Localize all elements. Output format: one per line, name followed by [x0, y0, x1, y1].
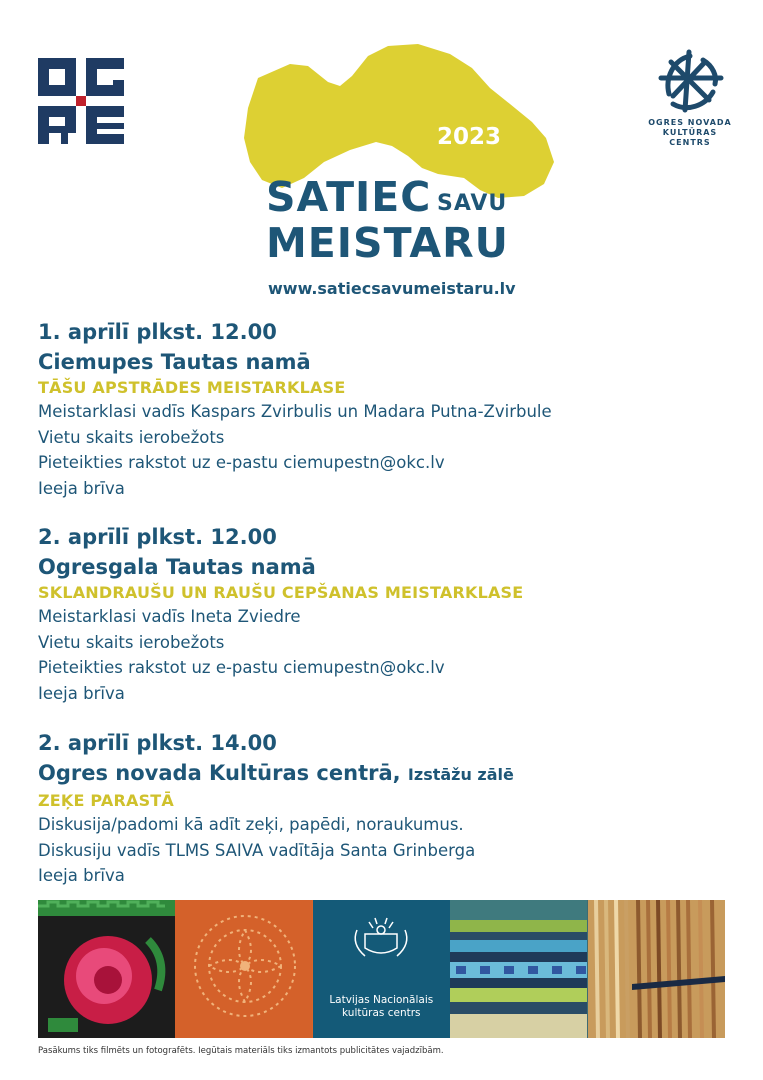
event-detail: Meistarklasi vadīs Ineta Zviedre [38, 607, 301, 626]
event-2 [38, 522, 738, 706]
embroidery-rose-image [38, 900, 175, 1038]
event-venue [38, 347, 738, 377]
okc-logo-line2: KULTŪRAS CENTRS [662, 128, 718, 147]
coat-of-arms-icon [313, 900, 450, 970]
compass-rose-icon [643, 48, 737, 114]
event-detail: Pieteikties rakstot uz e-pastu ciemupestn@okc.lv [38, 453, 445, 473]
event-venue-sub: Izstāžu zālē [407, 765, 514, 784]
footer-note: Pasākums tiks filmēts un fotografēts. Iegūtais materiāls tiks izmantots publicitātes vajadzībām. [38, 1046, 444, 1056]
lnkc-name-line2: kultūras centrs [342, 1007, 421, 1019]
event-venue [38, 552, 738, 582]
event-detail: Diskusija/padomi kā adīt zeķi, papēdi, noraukumus. [38, 815, 464, 834]
event-detail: Diskusiju vadīs TLMS SAIVA vadītāja Santa Grinberga [38, 840, 476, 860]
okc-logo [643, 48, 737, 147]
event-detail: Meistarklasi vadīs Kaspars Zvirbulis un Madara Putna-Zvirbule [38, 402, 552, 421]
okc-logo-line1: OGRES NOVADA [648, 118, 732, 127]
woven-textile-image [450, 900, 587, 1038]
event-category: TĀŠU APSTRĀDES MEISTARKLASE [38, 378, 346, 397]
event-detail: Ieeja brīva [38, 683, 125, 703]
event-date: 1. aprīlī plkst. 12.00 [38, 320, 277, 344]
title-satiec: SATIEC [266, 173, 432, 221]
lnkc-logo-tile [313, 900, 450, 1038]
event-date: 2. aprīlī plkst. 12.00 [38, 525, 277, 549]
event-venue-name: Ogresgala Tautas namā [38, 555, 316, 579]
event-date: 2. aprīlī plkst. 14.00 [38, 731, 277, 755]
event-category: ZEĶE PARASTĀ [38, 791, 174, 810]
event-detail: Pieteikties rakstot uz e-pastu ciemupestn@okc.lv [38, 658, 445, 678]
event-venue-name: Ogres novada Kultūras centrā, [38, 761, 401, 785]
event-3 [38, 728, 738, 889]
year-label: 2023 [437, 124, 502, 150]
event-detail: Ieeja brīva [38, 866, 125, 886]
craft-image-strip [38, 900, 725, 1038]
event-detail: Ieeja brīva [38, 478, 125, 498]
lnkc-name-line1: Latvijas Nacionālais [329, 994, 434, 1006]
event-category: SKLANDRAUŠU UN RAUŠU CEPŠANAS MEISTARKLASE [38, 583, 524, 602]
willow-bundle-image [588, 900, 725, 1038]
website-link[interactable]: www.satiecsavumeistaru.lv [268, 279, 516, 298]
decorated-leather-image [175, 900, 312, 1038]
event-venue [38, 758, 738, 790]
title-savu: SAVU [437, 191, 508, 216]
ogre-logo [38, 58, 124, 144]
event-detail: Vietu skaits ierobežots [38, 632, 225, 652]
event-venue-name: Ciemupes Tautas namā [38, 350, 311, 374]
event-1 [38, 317, 738, 501]
event-detail: Vietu skaits ierobežots [38, 427, 225, 447]
title-meistaru: MEISTARU [266, 219, 509, 267]
